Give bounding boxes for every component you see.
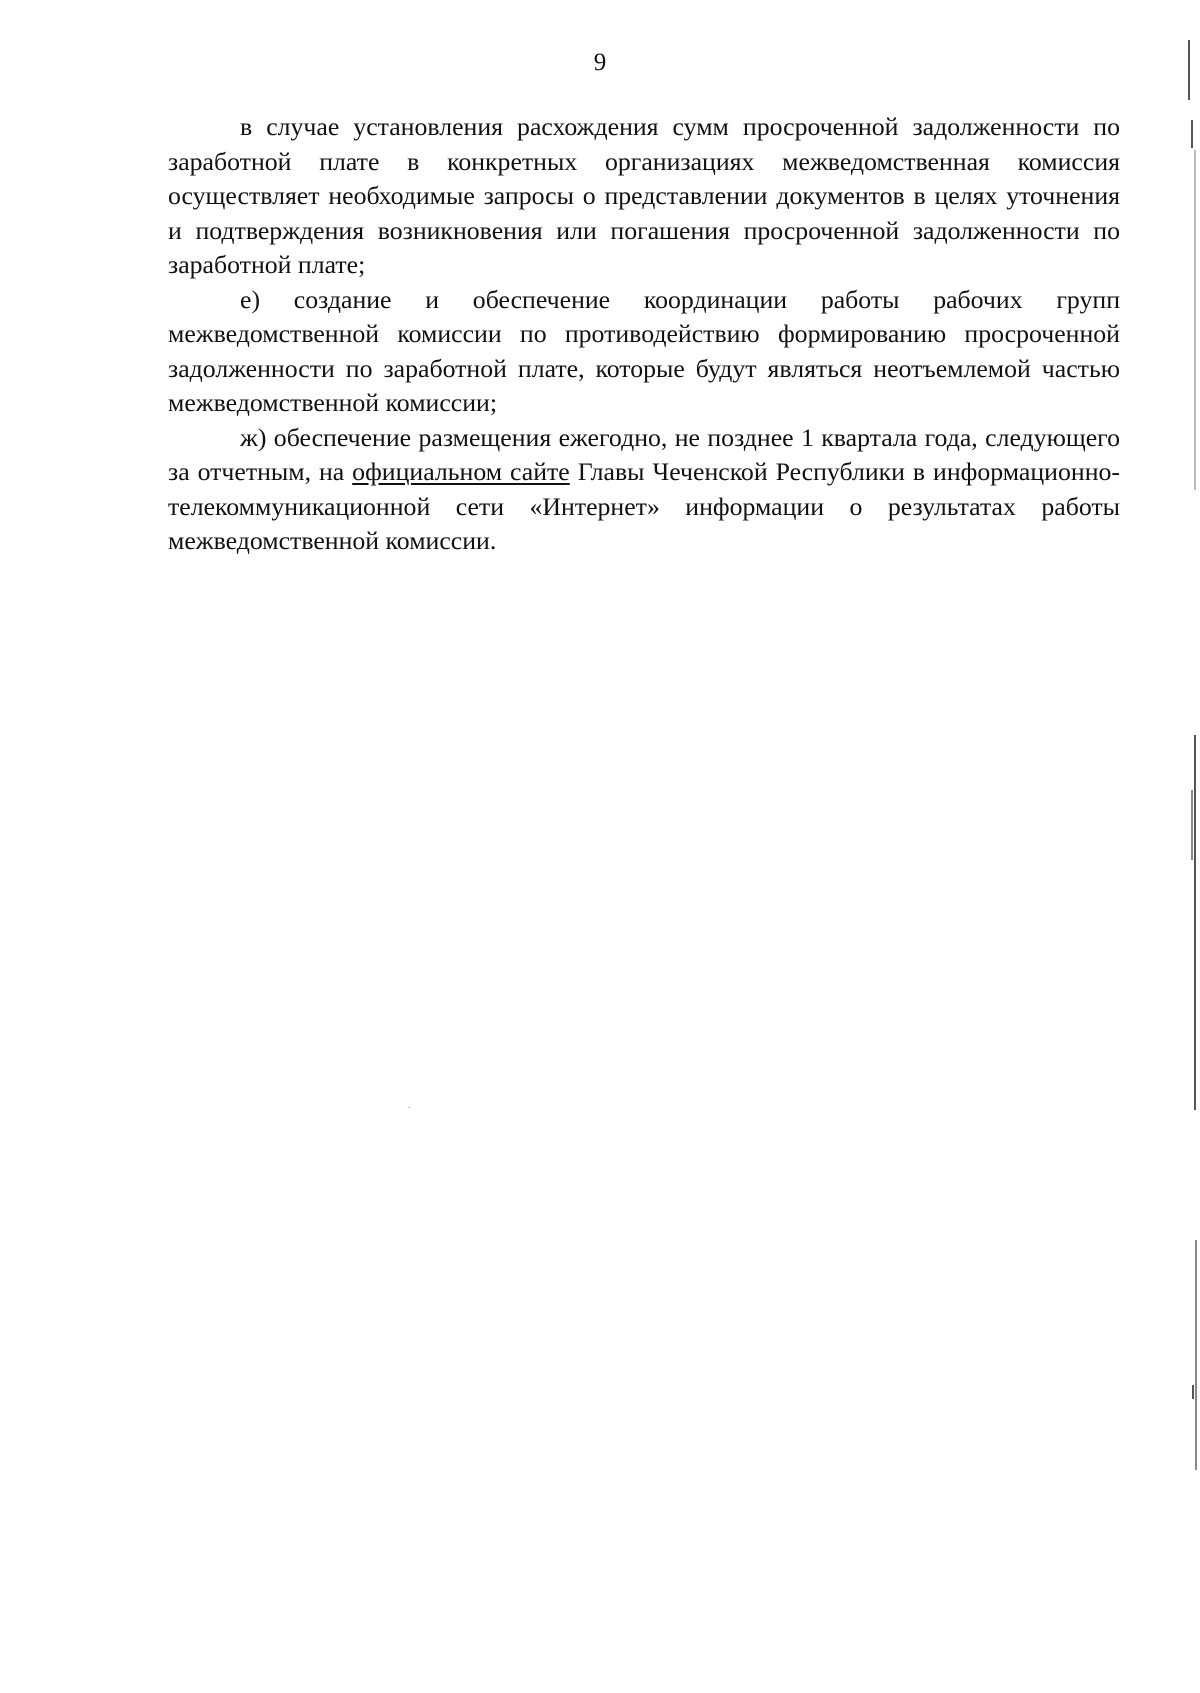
official-site-link[interactable]: официальном сайте — [352, 457, 570, 486]
scan-edge-mark — [1194, 150, 1196, 490]
scan-edge-mark — [1195, 1240, 1197, 1470]
page-number: 9 — [593, 49, 607, 76]
scan-edge-mark — [1194, 735, 1196, 1110]
scan-edge-mark — [1191, 790, 1193, 860]
paragraph-zh-publication — [168, 421, 1120, 559]
scan-speck — [408, 1107, 410, 1108]
paragraph-e-working-groups: е) создание и обеспечение координации работы рабочих групп межведомственной комиссии по противодействию формированию просроченной задолженности по заработной плате, которые будут являться неотъемлемой частью межведомственной комиссии; — [168, 284, 1120, 417]
scan-edge-mark — [1192, 1385, 1194, 1399]
scan-edge-mark — [1188, 40, 1190, 100]
paragraph-discrepancy: в случае установления расхождения сумм просроченной задолженности по заработной плате в конкретных организациях межведомственная комиссия осуществляет необходимые запросы о представлении документов в целях уточнения и подтверждения возникновения или погашения просроченной задолженности по заработной плате; — [168, 112, 1120, 279]
paragraph-text-after-link: Главы Чеченской Республики в информационно-телекоммуникационной сети «Интернет» информации о результатах работы межведомственной комиссии. — [168, 457, 1120, 555]
scan-edge-mark — [1191, 120, 1193, 148]
document-body — [168, 110, 1120, 559]
paragraph-text-before-link: ж) обеспечение размещения ежегодно, не позднее 1 квартала года, следующего за отчетным, на — [168, 422, 1120, 486]
